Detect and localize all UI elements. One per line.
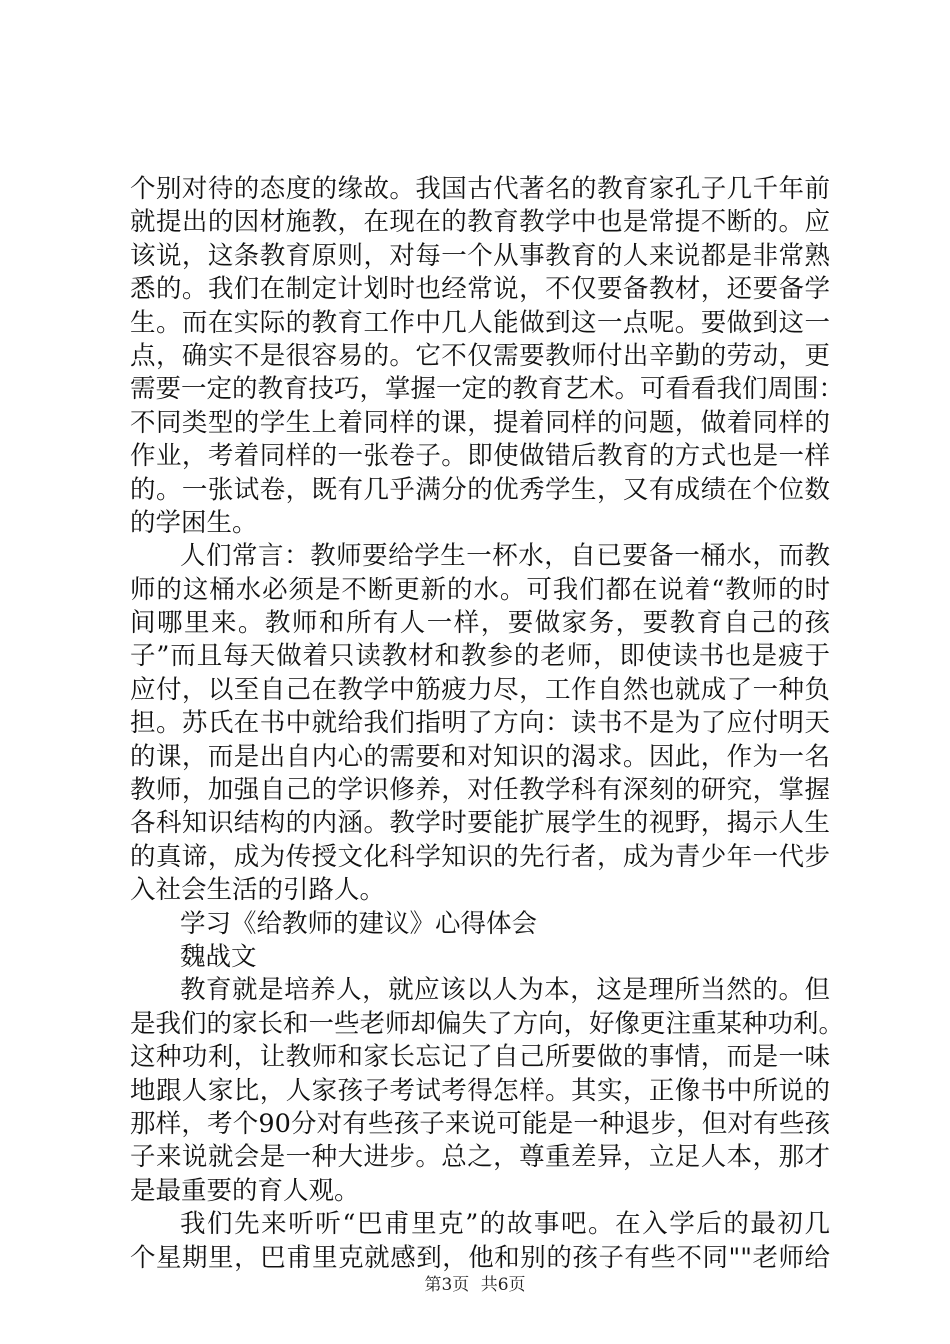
text-line: 子”而且每天做着只读教材和教参的老师，即使读书也是疲于 bbox=[130, 641, 830, 672]
document-body bbox=[130, 173, 845, 1275]
author-name bbox=[130, 941, 830, 974]
page-number: 第3页 bbox=[424, 1275, 470, 1295]
text-line: 学习《给教师的建议》心得体会 bbox=[180, 908, 538, 939]
text-line: 教师，加强自己的学识修养，对任教学科有深刻的研究，掌握 bbox=[130, 775, 830, 806]
paragraph bbox=[130, 1208, 830, 1275]
text-line: 子来说就会是一种大进步。总之，尊重差异，立足人本，那才 bbox=[130, 1142, 830, 1173]
text-line: 那样，考个90分对有些孩子来说可能是一种退步，但对有些孩 bbox=[130, 1108, 830, 1139]
text-line: 生。而在实际的教育工作中几人能做到这一点呢。要做到这一 bbox=[130, 307, 830, 338]
text-line: 不同类型的学生上着同样的课，提着同样的问题，做着同样的 bbox=[130, 407, 830, 438]
text-line: 我们先来听听“巴甫里克”的故事吧。在入学后的最初几 bbox=[180, 1209, 830, 1240]
text-line: 地跟人家比，人家孩子考试考得怎样。其实，正像书中所说的 bbox=[130, 1075, 830, 1106]
page-footer bbox=[0, 1270, 950, 1295]
text-line: 师的这桶水必须是不断更新的水。可我们都在说着“教师的时 bbox=[130, 574, 830, 605]
text-line: 是最重要的育人观。 bbox=[130, 1175, 360, 1206]
page-total: 共6页 bbox=[480, 1275, 526, 1295]
text-line: 间哪里来。教师和所有人一样，要做家务，要教育自己的孩 bbox=[130, 608, 830, 639]
text-line: 点，确实不是很容易的。它不仅需要教师付出辛勤的劳动，更 bbox=[130, 340, 830, 371]
text-line: 担。苏氏在书中就给我们指明了方向：读书不是为了应付明天 bbox=[130, 708, 830, 739]
text-line: 的课，而是出自内心的需要和对知识的渴求。因此，作为一名 bbox=[130, 741, 830, 772]
paragraph bbox=[130, 173, 845, 540]
text-line: 的真谛，成为传授文化科学知识的先行者，成为青少年一代步 bbox=[130, 841, 830, 872]
text-line: 这种功利，让教师和家长忘记了自己所要做的事情，而是一味 bbox=[130, 1042, 830, 1073]
article-title bbox=[130, 908, 830, 941]
text-line: 魏战文 bbox=[180, 941, 257, 972]
text-line: 是我们的家长和一些老师却偏失了方向，好像更注重某种功利。 bbox=[130, 1008, 845, 1039]
text-line: 人们常言：教师要给学生一杯水，自已要备一桶水，而教 bbox=[180, 541, 830, 572]
text-line: 应付，以至自己在教学中筋疲力尽，工作自然也就成了一种负 bbox=[130, 674, 830, 705]
paragraph bbox=[130, 540, 830, 907]
text-line: 悉的。我们在制定计划时也经常说，不仅要备教材，还要备学 bbox=[130, 274, 830, 305]
text-line: 教育就是培养人，就应该以人为本，这是理所当然的。但 bbox=[180, 975, 830, 1006]
text-line: 入社会生活的引路人。 bbox=[130, 875, 386, 906]
text-line: 个别对待的态度的缘故。我国古代著名的教育家孔子几千年前 bbox=[130, 174, 830, 204]
text-line: 个星期里，巴甫里克就感到，他和别的孩子有些不同""老师给 bbox=[130, 1242, 830, 1273]
text-line: 的学困生。 bbox=[130, 507, 258, 538]
text-line: 作业，考着同样的一张卷子。即使做错后教育的方式也是一样 bbox=[130, 441, 830, 472]
text-line: 的。一张试卷，既有几乎满分的优秀学生，又有成绩在个位数 bbox=[130, 474, 830, 505]
text-line: 就提出的因材施教，在现在的教育教学中也是常提不断的。应 bbox=[130, 207, 830, 238]
text-line: 各科知识结构的内涵。教学时要能扩展学生的视野，揭示人生 bbox=[130, 808, 830, 839]
text-line: 需要一定的教育技巧，掌握一定的教育艺术。可看看我们周围： bbox=[130, 374, 845, 405]
paragraph bbox=[130, 974, 845, 1208]
text-line: 该说，这条教育原则，对每一个从事教育的人来说都是非常熟 bbox=[130, 240, 830, 271]
